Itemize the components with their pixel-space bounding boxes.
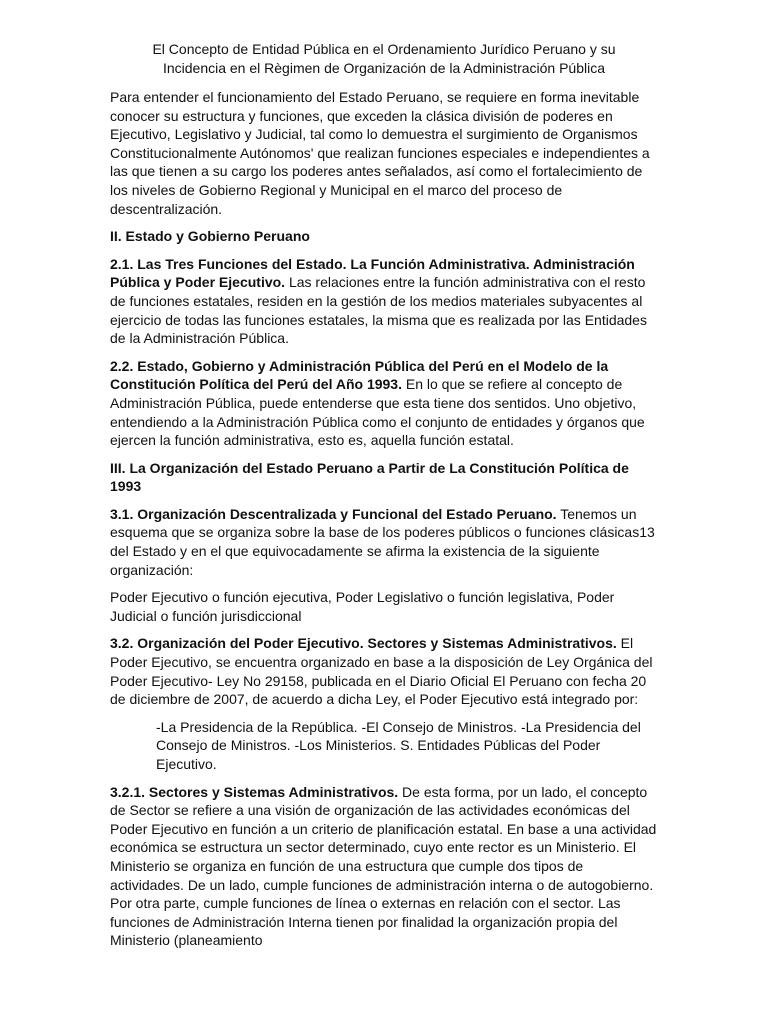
section-2-heading: II. Estado y Gobierno Peruano	[110, 228, 310, 245]
section-3-1-title: 3.1. Organización Descentralizada y Funcional del Estado Peruano.	[110, 505, 557, 522]
section-2-2-title: 2.2. Estado, Gobierno y Administración Pública del Perú en el Modelo de la Constitución Política del Perú del Año 1993.	[110, 357, 609, 393]
section-3-1-list: Poder Ejecutivo o función ejecutiva, Poder Legislativo o función legislativa, Poder Judicial o función jurisdiccional	[110, 589, 615, 624]
section-2-1-paragraph	[110, 255, 658, 348]
section-2-1-body: Las relaciones entre la función administrativa con el resto de funciones estatales, residen en la gestión de los medios materiales subyacentes al ejercicio de todas las funciones estatales, la misma que es realizada por las Entidades de la Administración Pública.	[110, 274, 647, 347]
title-line-2: Incidencia en el Règimen de Organización de la Administración Pública	[162, 60, 606, 76]
section-2-2-paragraph	[110, 357, 658, 450]
section-3-2-1-body: De esta forma, por un lado, el concepto de Sector se refiere a una visión de organización de las actividades económicas del Poder Ejecutivo en función a un criterio de planificación estatal. En base a una actividad económica se estructura un sector determinado, cuyo ente rector es un Ministerio. El Ministerio se organiza en función de una estructura que cumple dos tipos de actividades. De un lado, cumple funciones de administración interna o de autogobierno. Por otra parte, cumple funciones de línea o externas en relación con el sector. Las funciones de Administración Interna tienen por finalidad la organización propia del Ministerio (planeamiento	[110, 783, 657, 949]
section-3-2-1-paragraph	[110, 783, 658, 950]
section-2-2-body: En lo que se refiere al concepto de Administración Pública, puede entenderse que esta tiene dos sentidos. Uno objetivo, entendiendo a la Administración Pública como el conjunto de entidades y órganos que ejercen la función administrativa, esto es, aquella función estatal.	[110, 376, 645, 449]
section-3-2-list: -La Presidencia de la República. -El Consejo de Ministros. -La Presidencia del Consejo de Ministros. -Los Ministerios. S. Entidades Públicas del Poder Ejecutivo.	[156, 718, 641, 772]
section-3-2-1-title: 3.2.1. Sectores y Sistemas Administrativos.	[110, 783, 399, 800]
intro-paragraph: Para entender el funcionamiento del Estado Peruano, se requiere en forma inevitable conocer su estructura y funciones, que exceden la clásica división de poderes en Ejecutivo, Legislativo y Judicial, tal como lo demuestra el surgimiento de Organismos Constitucionalmente Autónomos' que realizan funciones especiales e independientes a las que tienen a su cargo los poderes antes señalados, así como el fortalecimiento de los niveles de Gobierno Regional y Municipal en el marco del proceso de descentralización.	[110, 89, 650, 217]
title-line-1: El Concepto de Entidad Pública en el Ordenamiento Jurídico Peruano y su	[152, 41, 616, 57]
section-3-2-paragraph	[110, 634, 658, 708]
section-3-2-title: 3.2. Organización del Poder Ejecutivo. Sectores y Sistemas Administrativos.	[110, 635, 617, 652]
section-3-2-body: El Poder Ejecutivo, se encuentra organizado en base a la disposición de Ley Orgánica del Poder Ejecutivo- Ley No 29158, publicada en el Diario Oficial El Peruano con fecha 20 de diciembre de 2007, de acuerdo a dicha Ley, el Poder Ejecutivo está integrado por:	[110, 635, 653, 708]
document-title	[110, 40, 658, 78]
section-3-heading: III. La Organización del Estado Peruano a Partir de La Constitución Política de 1993	[110, 459, 629, 495]
section-2-1-title: 2.1. Las Tres Funciones del Estado. La Función Administrativa. Administración Pública y Poder Ejecutivo.	[110, 255, 635, 291]
section-3-1-body: Tenemos un esquema que se organiza sobre la base de los poderes públicos o funciones clásicas13 del Estado y en el que equivocadamente se afirma la existencia de la siguiente organización:	[110, 505, 655, 578]
section-3-1-paragraph	[110, 505, 658, 579]
